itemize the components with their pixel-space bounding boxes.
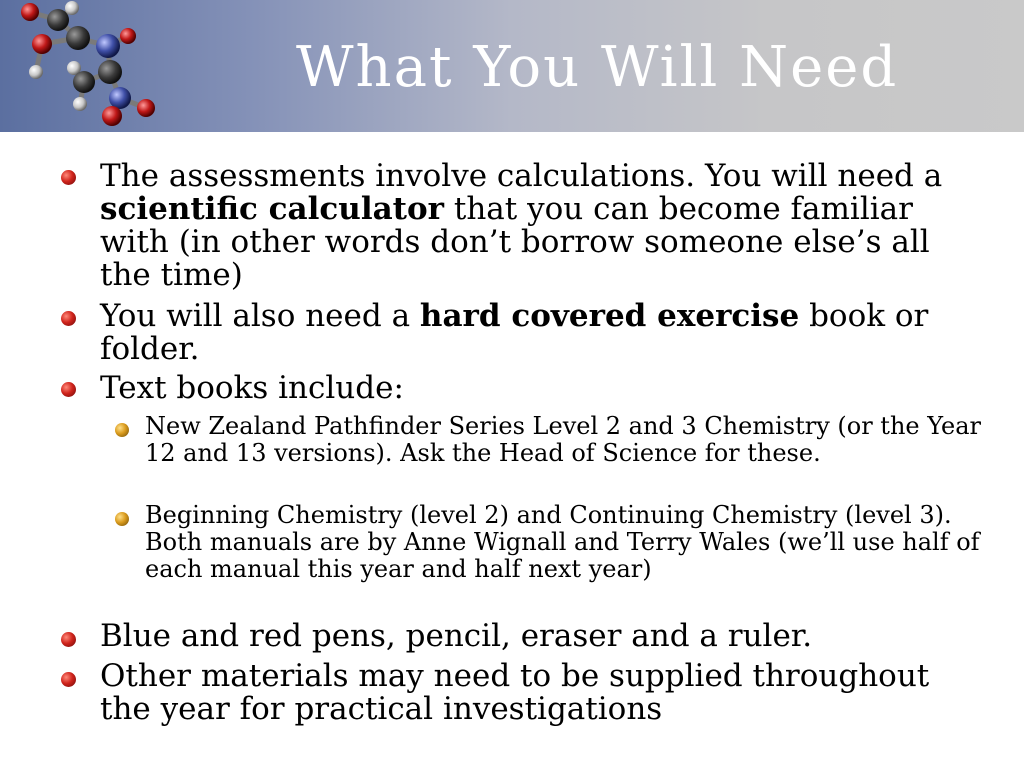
bullet-text: that you can become familiar with (in other words don’t borrow someone else’s all the time) — [100, 191, 930, 293]
bullet-text: Blue and red pens, pencil, eraser and a ruler. — [100, 618, 813, 654]
bullet-item-other-materials — [100, 660, 980, 726]
sub-bullet-item-manuals — [145, 502, 985, 583]
red-sphere-bullet-icon — [61, 632, 76, 647]
sub-bullet-text: Beginning Chemistry (level 2) and Continuing Chemistry (level 3). Both manuals are by Anne Wignall and Terry Wales (we’ll use half of each manual this year and half next year) — [145, 501, 980, 583]
gold-sphere-bullet-icon — [115, 512, 129, 526]
bullet-item-pens — [100, 620, 980, 653]
gold-sphere-bullet-icon — [115, 423, 129, 437]
red-sphere-bullet-icon — [61, 311, 76, 326]
title-bar — [0, 0, 1024, 132]
red-sphere-bullet-icon — [61, 170, 76, 185]
red-sphere-bullet-icon — [61, 672, 76, 687]
slide-title: What You Will Need — [296, 35, 899, 100]
sub-bullet-text: New Zealand Pathfinder Series Level 2 and 3 Chemistry (or the Year 12 and 13 versions). Ask the Head of Science for these. — [145, 412, 981, 467]
bullet-bold-text: scientific calculator — [100, 191, 445, 227]
bullet-item-text-books — [100, 372, 980, 405]
bullet-bold-text: hard covered exercise — [419, 298, 800, 334]
sub-bullet-item-pathfinder — [145, 413, 985, 467]
red-sphere-bullet-icon — [61, 382, 76, 397]
bullet-text: You will also need a — [100, 298, 420, 334]
bullet-item-exercise-book — [100, 300, 980, 366]
bullet-text: book or folder. — [100, 298, 929, 367]
bullet-text: Text books include: — [100, 370, 404, 406]
bullet-text: Other materials may need to be supplied throughout the year for practical investigations — [100, 658, 930, 727]
bullet-item-calculator — [100, 160, 980, 292]
molecule-model-icon — [0, 0, 170, 132]
bullet-text: The assessments involve calculations. You will need a — [100, 158, 943, 194]
